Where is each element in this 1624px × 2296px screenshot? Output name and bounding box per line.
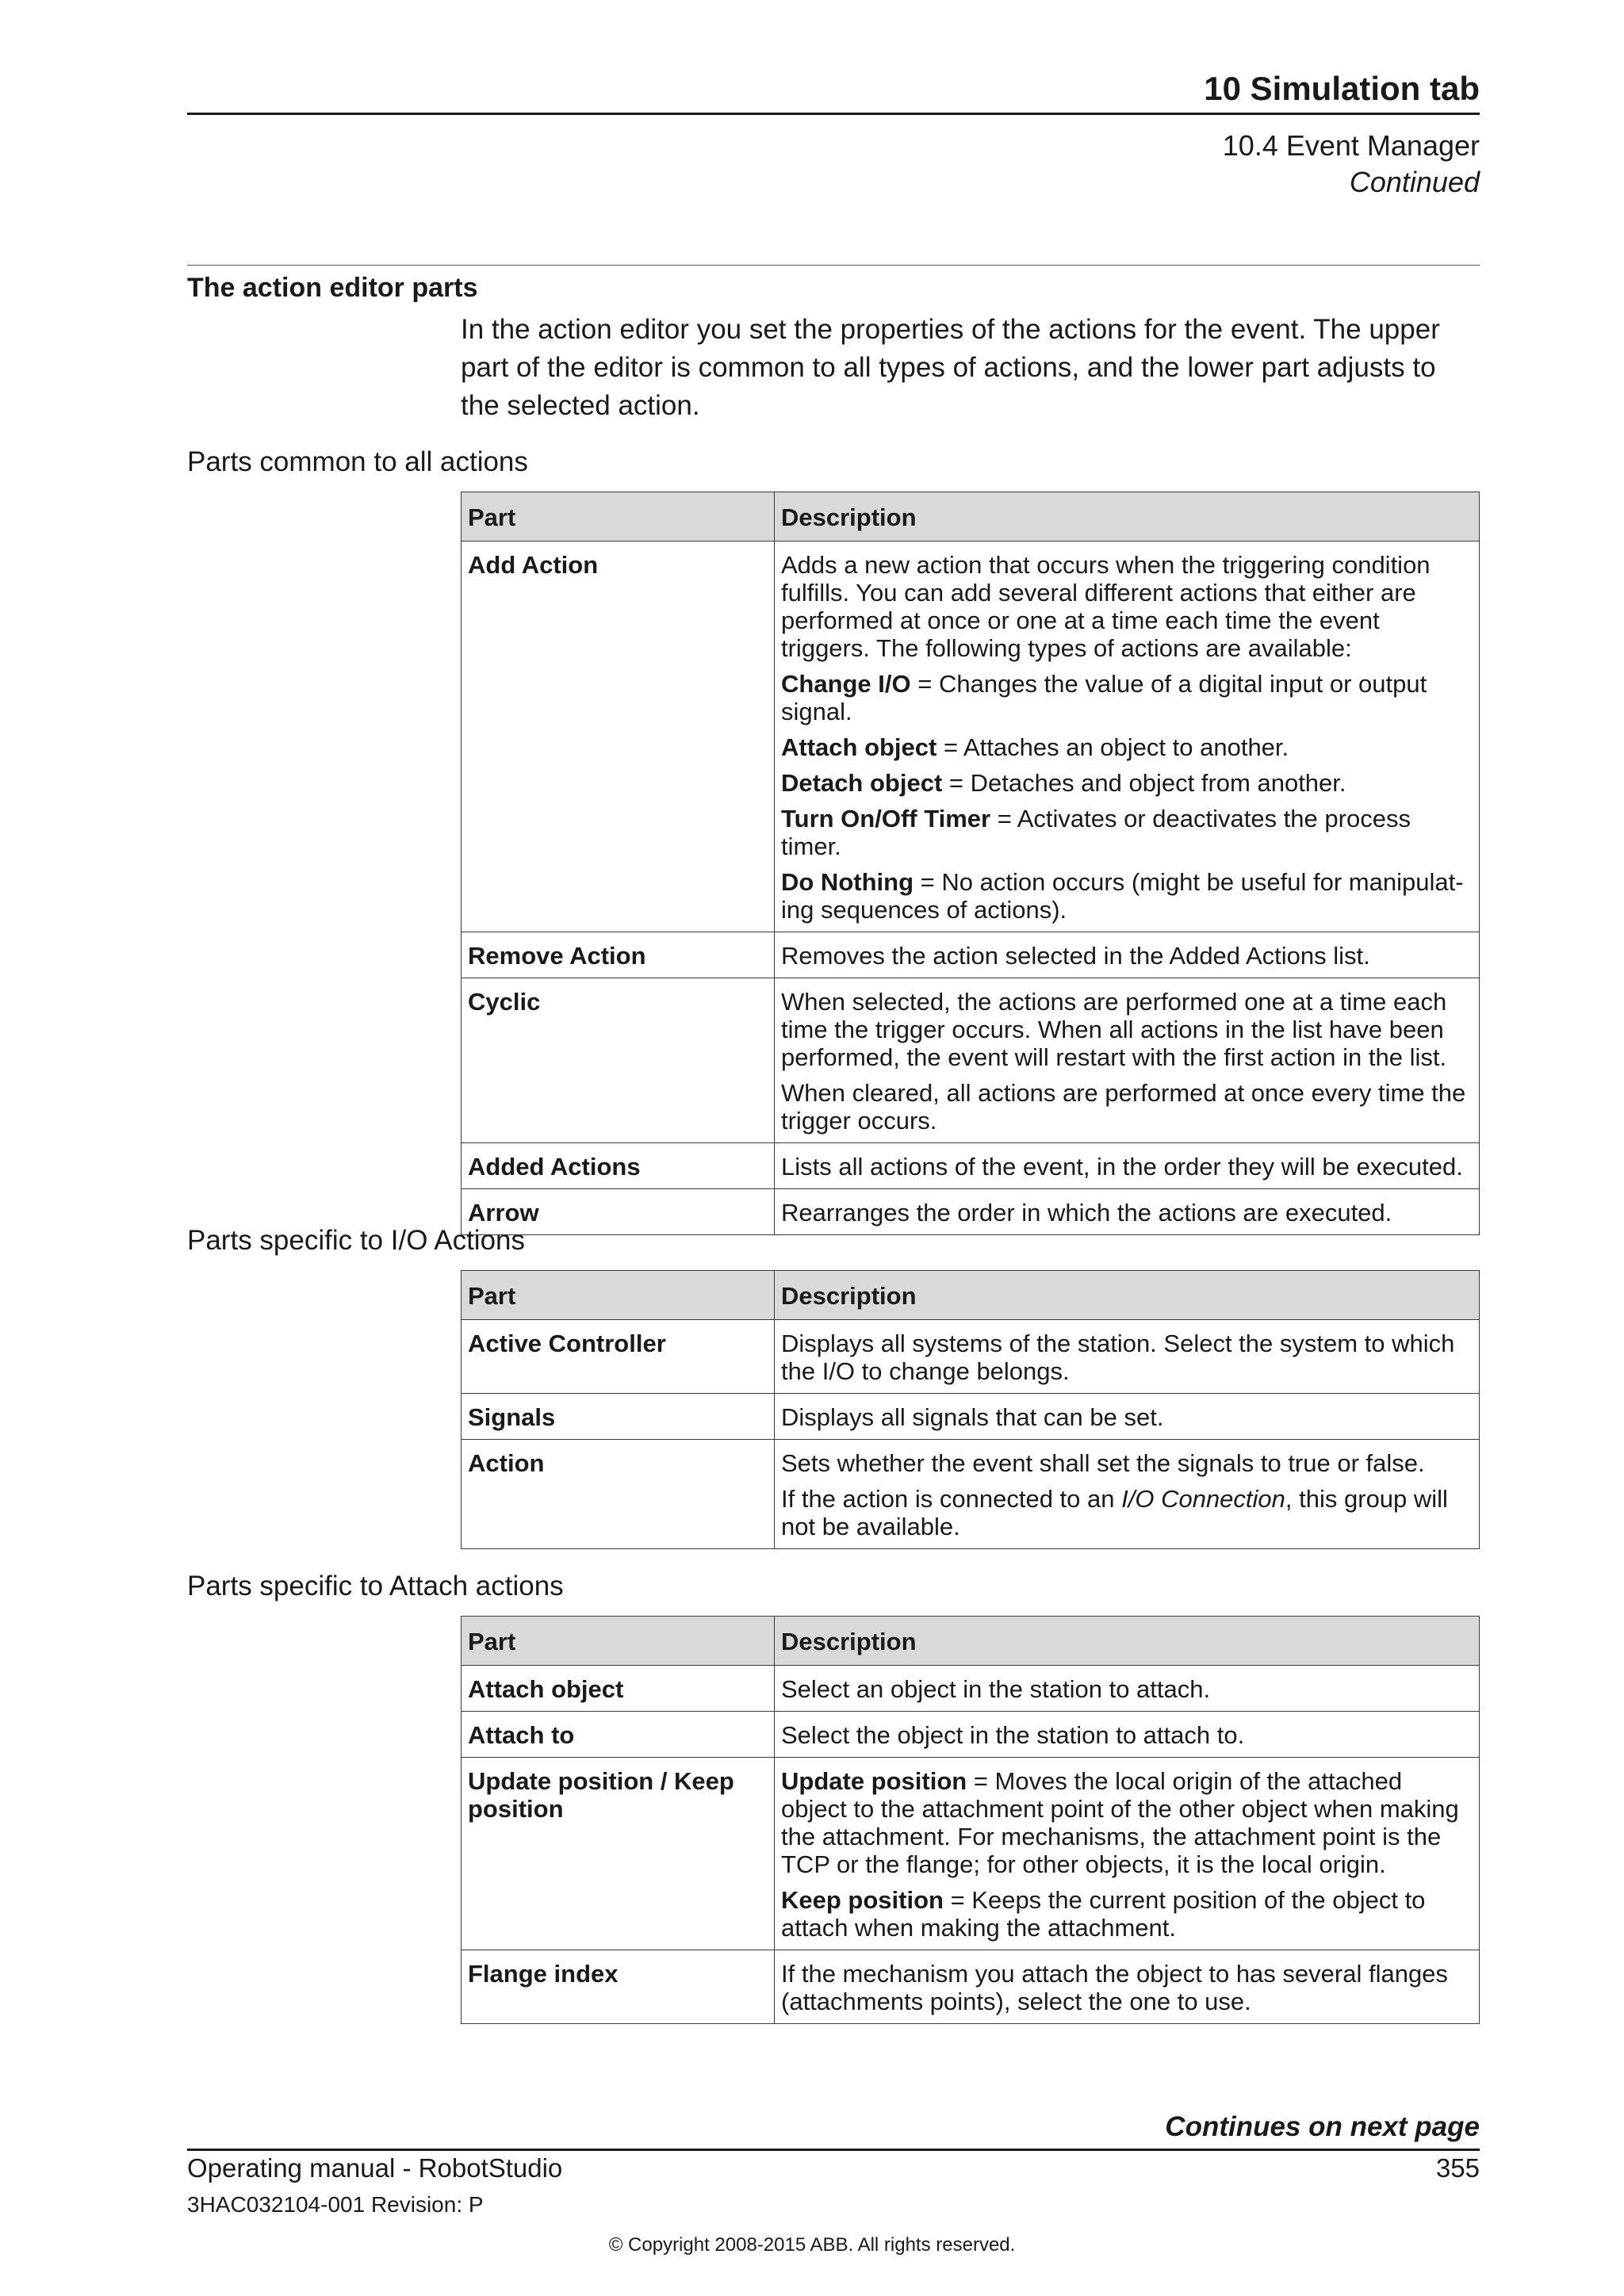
footer-bar <box>187 2149 1480 2186</box>
io-actions-table <box>461 1270 1480 1549</box>
description-remove-action: Removes the action selected in the Added Actions list. <box>775 932 1480 978</box>
part-remove-action: Remove Action <box>462 932 775 978</box>
io-connection-term: I/O Connection <box>1121 1485 1285 1513</box>
chapter-title: 10 Simulation tab <box>187 67 1480 115</box>
table-row <box>462 1440 1480 1549</box>
keep-position-item <box>781 1886 1473 1942</box>
part-attach-to: Attach to <box>462 1712 775 1758</box>
description-action <box>775 1440 1480 1549</box>
part-add-action: Add Action <box>462 541 775 932</box>
section-title: 10.4 Event Manager <box>1222 129 1480 162</box>
page-header <box>187 67 1480 201</box>
page-number: 355 <box>1435 2153 1480 2183</box>
description-attach-to: Select the object in the station to attach to. <box>775 1712 1480 1758</box>
column-header-part: Part <box>462 1617 775 1666</box>
part-arrow: Arrow <box>462 1189 775 1235</box>
cyclic-desc-cleared: When cleared, all actions are performed at once every time the trigger occurs. <box>781 1079 1466 1135</box>
attach-actions-heading: Parts specific to Attach actions <box>187 1571 564 1601</box>
do-nothing-item <box>781 868 1473 924</box>
continued-label: Continued <box>1349 166 1480 198</box>
table-row <box>462 1189 1480 1235</box>
cyclic-desc-selected: When selected, the actions are performed one at a time each time the trigger occurs. When all actions in the list have been performed, the event will restart with the first action in the list. <box>781 988 1447 1071</box>
table-row <box>462 1394 1480 1440</box>
page-footer <box>187 2109 1480 2221</box>
action-desc-post: , this group will not be available. <box>781 1485 1448 1540</box>
do-nothing-text: = No action occurs (might be useful for manipulat-ing sequences of actions). <box>781 868 1464 924</box>
keep-position-term: Keep position <box>781 1886 944 1914</box>
description-update-position <box>775 1758 1480 1950</box>
add-action-desc: Adds a new action that occurs when the triggering condition fulfills. You can add several different actions that either are performed at once or one at a time each time the event triggers. The following types of actions are available: <box>781 551 1431 662</box>
part-added-actions: Added Actions <box>462 1143 775 1189</box>
attach-object-item <box>781 733 1473 761</box>
table-row <box>462 978 1480 1143</box>
keep-position-text: = Keeps the current position of the object to attach when making the attachment. <box>781 1886 1426 1942</box>
action-desc-pre: If the action is connected to an <box>781 1485 1122 1513</box>
continues-label: Continues on next page <box>1165 2111 1480 2142</box>
action-desc-connection <box>781 1485 1473 1540</box>
column-header-description: Description <box>775 1617 1480 1666</box>
description-active-controller: Displays all systems of the station. Select the system to which the I/O to change belongs. <box>775 1320 1480 1394</box>
timer-text: = Activates or deactivates the process timer. <box>781 805 1411 860</box>
table-row <box>462 1758 1480 1950</box>
table-row <box>462 541 1480 932</box>
part-signals: Signals <box>462 1394 775 1440</box>
change-io-text: = Changes the value of a digital input or output signal. <box>781 670 1427 725</box>
detach-object-item <box>781 769 1473 797</box>
table-row <box>462 1143 1480 1189</box>
common-actions-table <box>461 492 1480 1235</box>
table-row <box>462 1666 1480 1712</box>
part-update-position: Update position / Keep position <box>462 1758 775 1950</box>
timer-term: Turn On/Off Timer <box>781 805 991 832</box>
copyright-notice: © Copyright 2008-2015 ABB. All rights reserved. <box>608 2234 1016 2256</box>
attach-actions-table <box>461 1616 1480 2024</box>
part-cyclic: Cyclic <box>462 978 775 1143</box>
column-header-part: Part <box>462 492 775 541</box>
manual-title: Operating manual - RobotStudio <box>187 2153 563 2183</box>
table-header-row <box>462 1617 1480 1666</box>
column-header-description: Description <box>775 492 1480 541</box>
description-cyclic <box>775 978 1480 1143</box>
description-arrow: Rearranges the order in which the actions are executed. <box>775 1189 1480 1235</box>
timer-item <box>781 805 1473 860</box>
attach-object-term: Attach object <box>781 733 937 761</box>
column-header-description: Description <box>775 1271 1480 1320</box>
do-nothing-term: Do Nothing <box>781 868 914 896</box>
action-desc-set: Sets whether the event shall set the signals to true or false. <box>781 1449 1425 1477</box>
update-position-term: Update position <box>781 1767 967 1795</box>
part-flange-index: Flange index <box>462 1950 775 2024</box>
column-header-part: Part <box>462 1271 775 1320</box>
table-header-row <box>462 1271 1480 1320</box>
change-io-item <box>781 670 1473 725</box>
section-heading: The action editor parts <box>187 273 478 303</box>
part-active-controller: Active Controller <box>462 1320 775 1394</box>
detach-object-term: Detach object <box>781 769 943 797</box>
table-header-row <box>462 492 1480 541</box>
table-row <box>462 1950 1480 2024</box>
description-added-actions: Lists all actions of the event, in the order they will be executed. <box>775 1143 1480 1189</box>
intro-paragraph: In the action editor you set the properties of the actions for the event. The upper part of the editor is common to all types of actions, and the lower part adjusts to the selected action. <box>461 314 1440 421</box>
part-action: Action <box>462 1440 775 1549</box>
document-id: 3HAC032104-001 Revision: P <box>187 2192 484 2217</box>
io-actions-heading: Parts specific to I/O Actions <box>187 1225 525 1256</box>
common-actions-heading: Parts common to all actions <box>187 446 528 477</box>
description-add-action <box>775 541 1480 932</box>
change-io-term: Change I/O <box>781 670 911 698</box>
description-flange-index: If the mechanism you attach the object to has several flanges (attachments points), select the one to use. <box>775 1950 1480 2024</box>
attach-object-text: = Attaches an object to another. <box>936 733 1289 761</box>
update-position-text: = Moves the local origin of the attached object to the attachment point of the other object when making the attachment. For mechanisms, the attachment point is the TCP or the flange; for other objects, it is the local origin. <box>781 1767 1459 1878</box>
part-attach-object: Attach object <box>462 1666 775 1712</box>
table-row <box>462 1320 1480 1394</box>
detach-object-text: = Detaches and object from another. <box>942 769 1346 797</box>
section-divider <box>187 265 1480 266</box>
description-signals: Displays all signals that can be set. <box>775 1394 1480 1440</box>
update-position-item <box>781 1767 1473 1878</box>
table-row <box>462 932 1480 978</box>
description-attach-object: Select an object in the station to attach. <box>775 1666 1480 1712</box>
table-row <box>462 1712 1480 1758</box>
